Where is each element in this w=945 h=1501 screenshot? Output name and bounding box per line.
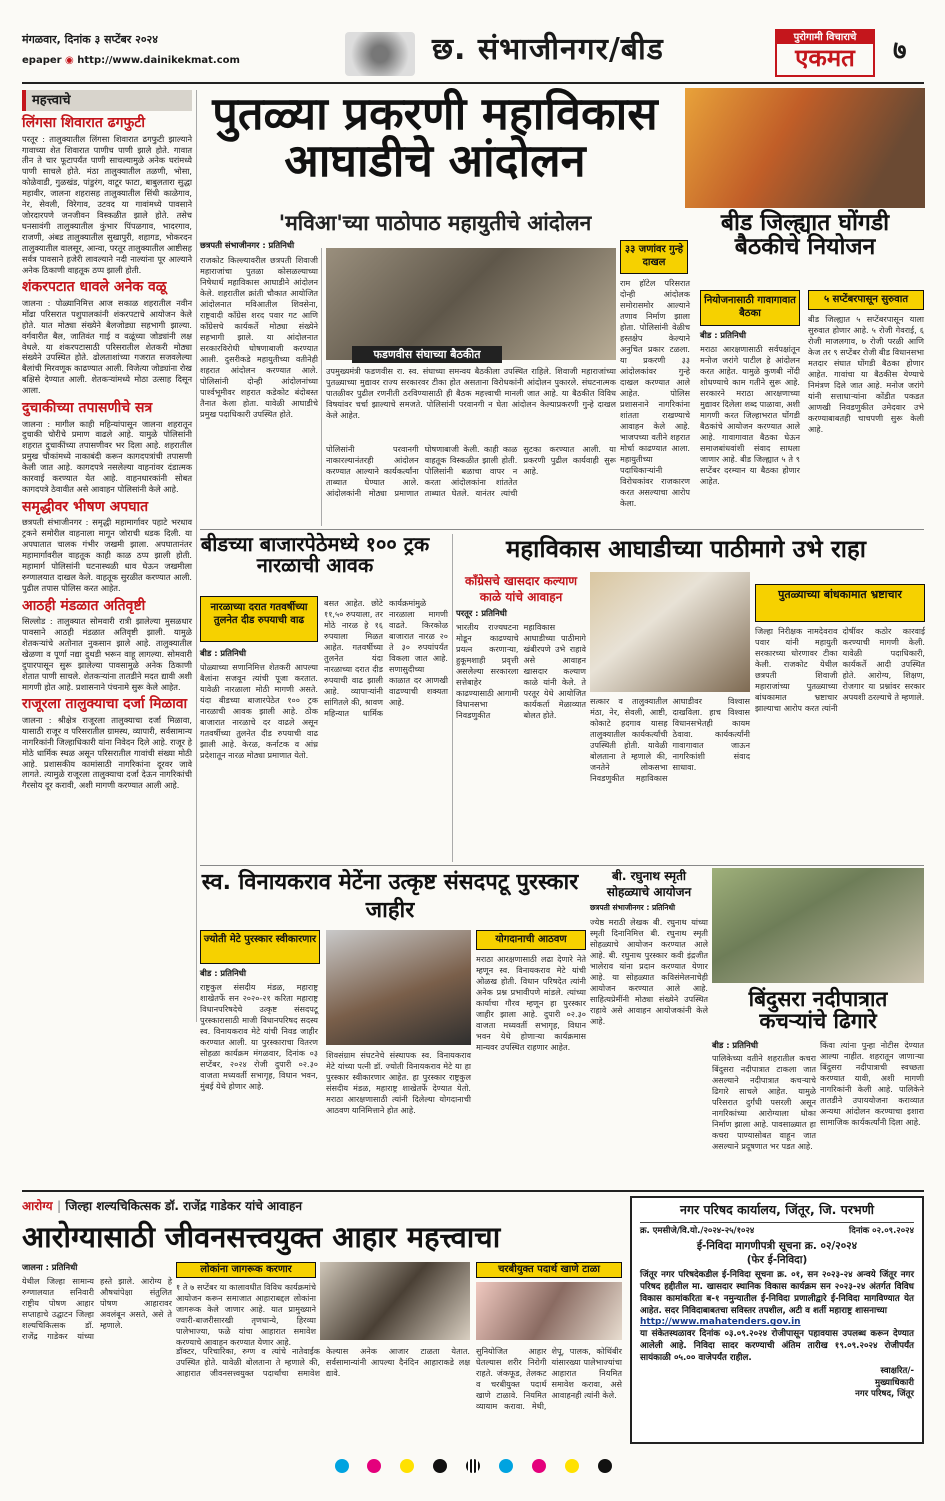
main-byline: छत्रपती संभाजीनगर : प्रतिनिधी bbox=[200, 240, 295, 250]
arogya-text3: डॉक्टर, परिचारिका, रुग्ण व त्यांचे नातेवाईक उपस्थित होते. यावेळी बोलताना ते म्हणाले की, आहारात जीवनसत्त्वयुक्त पदार्थांचा समावेश केल्यास अनेक आजार टाळता येतात. सर्वसामान्यांनी आपल्या दैनंदिन आहाराकडे लक्ष द्यावे. bbox=[176, 1346, 470, 1378]
arogya-text1: येथील जिल्हा सामान्य रुग्णालयात सनिवारी राष्ट्रीय पोषण आहार सप्ताहाचे उद्घाटन जिल्हा शल्यचिकित्सक डॉ. राजेंद्र गाडेकर यांच्या हस्ते झाले. आरोग्य हे औषधांपेक्षा संतुलित पोषण आहारावर अवलंबून असते, असे ते म्हणाले. bbox=[22, 1276, 172, 1341]
bottom-rule bbox=[22, 1190, 924, 1192]
beed-tag2: ५ सप्टेंबरपासून सुरुवात bbox=[808, 290, 924, 310]
arogya-text4: सुनियोजित आहार घेतल्यास शरीर निरोगी राहते. जंकफूड, तेलकट व चरबीयुक्त पदार्थ खाणे टाळावे. नियमित व्यायाम करावा. मेथी, शेपू, पालक, कोथिंबीर यांसारख्या पालेभाज्यांचा आहारात नियमित समावेश करावा, असे आवाहनही त्यांनी केले. bbox=[476, 1346, 622, 1411]
mva-byline: परतूर : प्रतिनिधी bbox=[456, 608, 507, 618]
main-col2: उपमुख्यमंत्री फडणवीस रा. स्व. संघाच्या समन्वय बैठकीला उपस्थित राहिले. शिवाजी महाराजांच्या पुतळ्याच्या मुद्यावर राज्य सरकारवर टीका होत असताना विरोधकांनी आंदोलन पुकारले. संघटनात्मक पातळीवर पुढील रणनीती ठरविण्यासाठी ही बैठक महत्त्वाची मानली जात आहे. या बैठकीत विविध विषयांवर चर्चा झाल्याचे समजते. पोलिसांनी परवानगी न घेता आंदोलन केल्याप्रकरणी गुन्हे दाखल केले आहेत. bbox=[326, 366, 616, 420]
yellow-swatch-icon bbox=[565, 1459, 579, 1473]
smruti-text: ज्येष्ठ मराठी लेखक बी. रघुनाथ यांच्या स्मृती दिनानिमित्त बी. रघुनाथ स्मृती सोहळ्याचे आयोजन करण्यात आले आहे. बी. रघुनाथ पुरस्कार कवी इंद्रजीत भालेराव यांना प्रदान करण्यात येणार आहे. या सोहळ्यात कविसंमेलनाचेही आयोजन करण्यात आले आहे. साहित्यप्रेमींनी मोठ्या संख्येने उपस्थित राहावे असे आवाहन आयोजकांनी केले आहे. bbox=[590, 917, 708, 1026]
sidebar-title: महत्त्वाचे bbox=[22, 90, 192, 111]
print-registration-bar bbox=[22, 1456, 924, 1486]
notice-url[interactable]: http://www.mahatenders.gov.in bbox=[640, 1317, 801, 1328]
river-garbage-photo bbox=[712, 868, 924, 983]
arogya-byline: जालना : प्रतिनिधी bbox=[22, 1262, 78, 1272]
brief-text: जालना : श्रीक्षेत्र राजूरला तालुक्याचा दर्जा मिळावा, यासाठी राजूर व परिसरातील ग्रामस्थ, व्यापारी, सर्वसामान्य नागरिकांनी जिल्हाधिकारी यांना निवेदन दिले आहे. राजूर हे मोठे धार्मिक स्थळ असून परिसरातील गावांची संख्या मोठी आहे. प्रशासकीय कामांसाठी नागरिकांना दूरवर जावे लागते. त्यामुळे राजूरला तालुक्याचा दर्जा देऊन नागरिकांची गैरसोय दूर करावी, अशी मागणी करण्यात आली आहे. bbox=[22, 714, 192, 791]
bazar-headline: बीडच्या बाजारपेठेमध्ये १०० ट्रक नारळाची आवक bbox=[200, 532, 430, 577]
bazar-text2: बसत आहेत. छोटे ११,५० रुपयाला, तर मोठे नारळ हे १६ रुपयाला मिळत आहेत. गतवर्षीच्या तुलनेत यंदा नारळाच्या दरात दीड रुपयाची वाढ झाली आहे. व्यापाऱ्यांनी सांगितले की, श्रावण महिन्यात धार्मिक कार्यक्रमांमुळे नारळाला मागणी वाढते. किरकोळ बाजारात नारळ २० ते ३० रुपयांपर्यंत विकला जात आहे. सणासुदीच्या काळात दर आणखी वाढण्याची शक्यता आहे. bbox=[324, 598, 448, 718]
brief-headline: शंकरपटात धावले अनेक वळू bbox=[22, 279, 167, 296]
brief-headline: समृद्धीवर भीषण अपघात bbox=[22, 498, 149, 515]
magenta-swatch-icon bbox=[367, 1459, 381, 1473]
mete-tag: ज्योती मेटे पुरस्कार स्वीकारणार bbox=[200, 930, 320, 964]
mete-sub: योगदानाची आठवण bbox=[476, 930, 586, 950]
arogya-tag2: चरबीयुक्त पदार्थ खाणे टाळा bbox=[476, 1262, 622, 1278]
putla-text: जिल्हा निरीक्षक नामदेवराव पवार यांनी महायुती सरकारच्या धोरणावर टीका केली. राजकोट येथील छत्रपती शिवाजी महाराजांच्या पुतळ्याच्या बांधकामात भ्रष्टाचार झाल्याचा आरोप करत त्यांनी दोषींवर कठोर कारवाई करण्याची मागणी केली. यावेळी पदाधिकारी, कार्यकर्ते आदी उपस्थित होते. आरोग्य, शिक्षण, रोजगार या प्रश्नांवर सरकार अपयशी ठरल्याचे ते म्हणाले. bbox=[755, 626, 925, 713]
yellow-swatch-icon bbox=[400, 1459, 414, 1473]
notice-ref-row: क्र. एमसीजे/वि.यो./२०२४-२५/१०२४ दिनांक ०२.०९.२०२४ bbox=[640, 1225, 914, 1236]
cases-badge: ३३ जणांवर गुन्हे दाखल bbox=[620, 240, 688, 274]
smruti-tag: बी. रघुनाथ स्मृती सोहळ्याचे आयोजन bbox=[606, 869, 692, 899]
mete-text2: शिवसंग्राम संघटनेचे संस्थापक स्व. विनायकराव मेटे यांच्या पत्नी डॉ. ज्योती विनायकराव मेटे या हा पुरस्कार स्वीकारणार आहेत. हा पुरस्कार राष्ट्रकुल संसदीय मंडळ, महाराष्ट्र शाखेतर्फे देण्यात येतो. मराठा आरक्षणासाठी त्यांनी दिलेल्या योगदानाची आठवण यानिमित्ताने होत आहे. bbox=[326, 1050, 471, 1115]
notice-sub2: (फेर ई-निविदा) bbox=[746, 1253, 808, 1266]
mva-text1: भारतीय राज्यघटना मोडून काढण्याचे प्रयत्न करणाऱ्या, हुकूमशाही प्रवृत्ती असलेल्या सरकारला सत्तेबाहेर काढण्यासाठी आगामी विधानसभा निवडणुकीत महाविकास आघाडीच्या पाठीमागे खंबीरपणे उभे राहावे असे आवाहन खासदार कल्याण काळे यांनी केले. ते परतूर येथे आयोजित कार्यकर्ता मेळाव्यात बोलत होते. bbox=[456, 622, 586, 720]
mete-byline: बीड : प्रतिनिधी bbox=[200, 968, 247, 978]
header-rule bbox=[22, 82, 924, 84]
section-rule bbox=[200, 529, 924, 530]
cyan-swatch-icon bbox=[499, 1459, 513, 1473]
mete-text1: राष्ट्रकुल संसदीय मंडळ, महाराष्ट्र शाखेतर्फे सन २०२०-२१ करिता महाराष्ट्र विधानपरिषदेचे उत्कृष्ट संसदपटू पुरस्कारासाठी माजी विधानपरिषद सदस्य स्व. विनायकराव मेटे यांची निवड जाहीर करण्यात आली. या पुरस्काराचा वितरण सोहळा कार्यक्रम मंगळवार, दिनांक ०३ सप्टेंबर, २०२४ रोजी दुपारी ०२.३० वाजता मध्यवर्ती सभागृह, विधान भवन, मुंबई येथे होणार आहे. bbox=[200, 982, 318, 1091]
main-col4: राम हॉटेल परिसरात दोन्ही आंदोलक समोरासमोर आल्याने तणाव निर्माण झाला होता. पोलिसांनी वेळीच हस्तक्षेप केल्याने अनुचित प्रकार टळला. या प्रकरणी ३३ आंदोलकांवर गुन्हे दाखल करण्यात आले आहेत. पोलिस प्रशासनाने नागरिकांना शांतता राखण्याचे आवाहन केले आहे. भाजपच्या वतीने शहरात मोर्चा काढण्यात आला. महायुतीच्या पदाधिकाऱ्यांनी विरोधकांवर राजकारण करत असल्याचा आरोप केला. bbox=[620, 278, 690, 508]
bindusara-headline: बिंदुसरा नदीपात्रात कचऱ्यांचे ढिगारे bbox=[748, 987, 888, 1034]
arogya-tag1: लोकांना जागरूक करणार bbox=[176, 1262, 316, 1278]
main-headline: पुतळ्या प्रकरणी महाविकास आघाडीचे आंदोलन bbox=[212, 87, 658, 188]
bindusara-byline: बीड : प्रतिनिधी bbox=[712, 1040, 759, 1050]
brief-text: जालना : पोळ्यानिमित्त आज सकाळ शहरातील नवीन मोंढा परिसरात पशुपालकांनी शंकरपटाचे आयोजन केले होते. यात मोठ्या संख्येने बैलजोड्या सहभागी झाल्या. वर्गवारीत बैल, जातिवंत गाई व वळूंच्या जोड्यांनी लक्ष वेधले. या शंकरपटासाठी परिसरातील शेतकरी मोठ्या संख्येने उपस्थित होते. ढोलताशांच्या गजरात सजवलेल्या बैलांची मिरवणूक काढण्यात आली. विजेत्या जोड्यांना रोख बक्षिसे देण्यात आली. शेतकऱ्यांमध्ये मोठा उत्साह दिसून आला. bbox=[22, 297, 192, 396]
bindusara-text2: किंवा त्यांना पुन्हा नोटीस देण्यात आल्या नाहीत. शहरातून जाणाऱ्या बिंदुसरा नदीपात्राची स्वच्छता करण्यात यावी, अशी मागणी नागरिकांनी केली आहे. पालिकेने तातडीने उपाययोजना कराव्यात अन्यथा आंदोलन करण्याचा इशारा सामाजिक कार्यकर्त्यांनी दिला आहे. bbox=[820, 1040, 924, 1127]
black-swatch-icon bbox=[433, 1459, 447, 1473]
tender-notice bbox=[630, 1196, 924, 1444]
mva-headline: महाविकास आघाडीच्या पाठीमागे उभे राहा bbox=[506, 535, 866, 563]
mva-text2: सत्कार व तालुक्यातील मंठा, नेर, सेवली, आष्टी, कोकाटे हदगाव यासह तालुक्यातील कार्यकर्त्यांची उपस्थिती होती. यावेळी बोलताना ते म्हणाले की, जनतेने लोकसभा निवडणुकीत महाविकास आघाडीवर विश्वास दाखविला. हाच विश्वास विधानसभेतही कायम ठेवावा. कार्यकर्त्यांनी गावागावात जाऊन नागरिकांशी संवाद साधावा. bbox=[590, 696, 750, 783]
bazar-text1: पोळ्याच्या सणानिमित्त शेतकरी आपल्या बैलांना सजवून त्यांची पूजा करतात. यावेळी नारळाला मोठी मागणी असते. यंदा बीडच्या बाजारपेठेत १०० ट्रक नारळाची आवक झाली आहे. ठोक बाजारात नारळाचे दर वाढले असून गतवर्षीच्या तुलनेत दीड रुपयाची वाढ झाली आहे. केरळ, कर्नाटक व आंध्र प्रदेशातून नारळ मोठ्या प्रमाणात येतो. bbox=[200, 662, 318, 760]
col-divider bbox=[321, 248, 322, 526]
black-swatch-icon bbox=[598, 1459, 612, 1473]
bazar-byline: बीड : प्रतिनिधी bbox=[200, 648, 247, 658]
beed-tag1: नियोजनासाठी गावागावात बैठका bbox=[700, 290, 800, 326]
issue-date: मंगळवार, दिनांक ३ सप्टेंबर २०२४ bbox=[22, 33, 158, 46]
smruti-byline: छत्रपती संभाजीनगर : प्रतिनिधी bbox=[590, 903, 676, 912]
brief-headline: लिंगसा शिवारात ढगफुटी bbox=[22, 115, 145, 132]
arogya-kicker: आरोग्य bbox=[22, 1199, 53, 1213]
section-rule bbox=[200, 865, 924, 866]
beed-text2: बीड जिल्ह्यात ५ सप्टेंबरपासून याला सुरुवात होणार आहे. ५ रोजी गेवराई, ६ रोजी माजलगाव, ७ रोजी परळी आणि केज तर ९ सप्टेंबर रोजी बीड विधानसभा मतदार संघात घोंगडी बैठका होणार आहेत. गावांचा या बैठकीस येण्याचे निमंत्रण दिले जात आहे. मनोज जरांगे यांनी सत्ताधाऱ्यांना कोंडीत पकडत आणखी निवडणुकीत उमेदवार उभे करण्याबाबतही चाचपणी सुरू केली आहे. bbox=[808, 314, 924, 434]
brief-text: जालना : मागील काही महिन्यांपासून जालना शहरातून दुचाकी चोरीचे प्रमाण वाढले आहे. यामुळे पोलिसांनी शहरात दुचाकींच्या तपासणीवर भर दिला आहे. शहरातील प्रमुख चौकांमध्ये नाकाबंदी करून कागदपत्रांची तपासणी केली जात आहे. कागदपत्रे नसलेल्या वाहनांवर दंडात्मक कारवाई करण्यात येत आहे. वाहनधारकांनी सोबत कागदपत्रे ठेवावीत असे आवाहन पोलिसांनी केले आहे. bbox=[22, 418, 192, 494]
brief-text: परतूर : तालुक्यातील लिंगसा शिवारात ढगफुटी झाल्याने गावाच्या शेत शिवारात पाणीच पाणी झाले होते. गावात तीन ते चार फूटापर्यंत पाणी साचल्यामुळे अनेक घरांमध्ये पाणी साचले होते. मंठा तालुक्यातील तळणी, भोसा, कोळेवाडी, गुळखंड, पांडुरंग, वाटूर फाटा, बाबुलतारा सुद्धा महावीर, जालना शहरासह तालुक्यातील सिंधी काळेगाव, नेर, सेवली, विरेगाव, उटवद या गावांमध्ये पावसाने जोरदारपणे जनजीवन विस्कळीत झाले होते. तसेच घनसावंगी तालुक्यातील कुंभार पिंपळगाव, भादरगाव, राजणी, अंबड तालुक्यातील सुखापुरी, शहागड, भोकरदन तालुक्यातील वालसूर, आन्वा, परतूर तालुक्यातील आष्टीसह सर्वत्र पावसाने हजेरी लावल्याने नदी नाल्यांना पूर आल्याने अनेक ठिकाणी वाहतूक ठप्प झाली होती. bbox=[22, 133, 192, 275]
beed-byline: बीड : प्रतिनिधी bbox=[700, 330, 747, 340]
register-mark-icon bbox=[466, 1459, 480, 1473]
mete-headline: स्व. विनायकराव मेटेंना उत्कृष्ट संसदपटू पुरस्कार जाहीर bbox=[201, 870, 579, 923]
photo-tag: फडणवीस संघाच्या बैठकीत bbox=[352, 346, 502, 363]
brief-text: सिल्लोड : तालुक्यात सोमवारी रात्री झालेल्या मुसळधार पावसाने आठही मंडळात अतिवृष्टी झाली. यामुळे शेतकऱ्यांचे अतोनात नुकसान झाले आहे. तालुक्यातील खेळणा व पूर्णा नद्या दुथडी भरून वाहू लागल्या. सोमवारी दुपारपासून सुरू झालेल्या पावसामुळे अनेक ठिकाणी शेतात पाणी साचले. शेतकऱ्यांना तातडीने मदत द्यावी अशी मागणी होत आहे. प्रशासनाने पंचनामे सुरू केले आहेत. bbox=[22, 616, 192, 692]
mva-tag: काँग्रेसचे खासदार कल्याण काळे यांचे आवाहन bbox=[464, 574, 578, 604]
bindusara-text1: पालिकेच्या वतीने शहरातील कचरा बिंदुसरा नदीपात्रात टाकला जात असल्याने नदीपात्रात कचऱ्याचे ढिगारे साचले आहेत. यामुळे परिसरात दुर्गंधी पसरली असून नागरिकांच्या आरोग्याला धोका निर्माण झाला आहे. पावसाळ्यात हा कचरा पाण्यासोबत वाहून जात असल्याने प्रदूषणात भर पडत आहे. bbox=[712, 1053, 816, 1151]
globe-icon: ◉ bbox=[65, 55, 74, 66]
arogya-headline: आरोग्यासाठी जीवनसत्त्वयुक्त आहार महत्त्वाचा bbox=[22, 1220, 501, 1254]
col-divider bbox=[452, 534, 453, 862]
sidebar-briefs bbox=[22, 90, 192, 1022]
brief-headline: दुचाकीच्या तपासणीचे सत्र bbox=[22, 400, 153, 417]
district-map-icon bbox=[345, 32, 415, 76]
arogya-text2: १ ते ७ सप्टेंबर या कालावधीत विविध कार्यक्रमांचे आयोजन करून समाजात आहाराबद्दल लोकांना जागरूक केले जाणार आहे. यात प्रामुख्याने ज्वारी-बाजरीसारखी तृणधान्ये, हिरव्या पालेभाज्या, फळे यांचा आहारात समावेश करण्याचे आवाहन करण्यात येणार आहे. bbox=[176, 1282, 316, 1347]
sidebar-divider bbox=[196, 90, 197, 1022]
page-number: ७ bbox=[893, 36, 907, 66]
edition-name: छ. संभाजीनगर/बीड bbox=[432, 32, 664, 67]
beed-headline: बीड जिल्ह्यात घोंगडी बैठकीचे नियोजन bbox=[720, 210, 890, 261]
brief-headline: आठही मंडळात अतिवृष्टी bbox=[22, 597, 146, 614]
epaper-url[interactable]: epaper ◉ http://www.dainikekmat.com bbox=[22, 55, 240, 66]
notice-signature: स्वाक्षरित/- मुख्याधिकारी नगर परिषद, जिंतूर bbox=[855, 1366, 914, 1399]
protest-photo bbox=[326, 248, 616, 360]
main-col3: पोलिसांनी परवानगी नाकारल्यानंतरही आंदोलन करण्यात आल्याने कार्यकर्त्यांना ताब्यात घेण्यात आले. आंदोलकांनी मोठ्या प्रमाणात घोषणाबाजी केली. काही काळ वाहतूक विस्कळीत झाली होती. पोलिसांनी बळाचा वापर न करता आंदोलकांना शांततेत ताब्यात घेतले. यानंतर त्यांची सुटका करण्यात आली. या प्रकरणी पुढील कार्यवाही सुरू आहे. bbox=[326, 444, 616, 498]
mva-photo bbox=[590, 572, 750, 692]
arogya-kicker2: जिल्हा शल्यचिकित्सक डॉ. राजेंद्र गाडेकर यांचे आवाहन bbox=[65, 1199, 303, 1213]
mete-text3: मराठा आरक्षणासाठी लढा देणारे नेते म्हणून स्व. विनायकराव मेटे यांची ओळख होती. विधान परिषदेत त्यांनी अनेक प्रश्न प्रभावीपणे मांडले. त्यांच्या कार्याचा गौरव म्हणून हा पुरस्कार जाहीर झाला आहे. दुपारी ०२.३० वाजता मध्यवर्ती सभागृह, विधान भवन येथे होणाऱ्या कार्यक्रमास मान्यवर उपस्थित राहणार आहेत. bbox=[476, 954, 586, 1052]
mete-portrait bbox=[326, 930, 471, 1045]
magenta-swatch-icon bbox=[532, 1459, 546, 1473]
arogya-kicker-row: आरोग्य | जिल्हा शल्यचिकित्सक डॉ. राजेंद्र गाडेकर यांचे आवाहन bbox=[22, 1199, 303, 1213]
arogya-photo1 bbox=[320, 1262, 470, 1340]
brief-text: छत्रपती संभाजीनगर : समृद्धी महामार्गावर पहाटे भरधाव ट्रकने समोरील वाहनाला मागून जोराची धडक दिली. या अपघातात चालक गंभीर जखमी झाला. अपघातानंतर महामार्गावरील वाहतूक काही काळ ठप्प झाली होती. महामार्ग पोलिसांनी घटनास्थळी धाव घेऊन जखमीला रुग्णालयात दाखल केले. वाहतूक सुरळीत करण्यात आली. पुढील तपास पोलिस करत आहेत. bbox=[22, 517, 192, 593]
cyan-swatch-icon bbox=[335, 1459, 349, 1473]
notice-body1: जिंतूर नगर परिषदेकडील ई-निविदा सूचना क्र. ०१, सन २०२३-२४ अन्वये जिंतूर नगर परिषद हद्दीतील मा. खासदार स्थानिक विकास कार्यक्रम सन २०२३-२४ अंतर्गत विविध विकास कामांकरिता ब-१ नमुन्यातील ई-निविदा प्रणालीद्वारे ई-निविदा मागविण्यात येत आहेत. सदर निविदाबाबतचा सविस्तर तपशील, अटी व शर्ती महाराष्ट्र शासनाच्या bbox=[640, 1270, 914, 1316]
main-col1: राजकोट किल्ल्यावरील छत्रपती शिवाजी महाराजांचा पुतळा कोसळल्याच्या निषेधार्थ महाविकास आघाडीने आंदोलन केले. शहरातील क्रांती चौकात आयोजित आंदोलनात मविआतील शिवसेना, राष्ट्रवादी काँग्रेस शरद पवार गट आणि काँग्रेसचे कार्यकर्ते मोठ्या संख्येने सहभागी झाले. या आंदोलनात सरकारविरोधी घोषणाबाजी करण्यात आली. दुसरीकडे महायुतीच्या वतीनेही शहरात आंदोलन करण्यात आले. पोलिसांनी दोन्ही आंदोलनांच्या पार्श्वभूमीवर शहरात कडेकोट बंदोबस्त तैनात केला होता. यावेळी आघाडीचे प्रमुख पदाधिकारी उपस्थित होते. bbox=[200, 255, 318, 419]
arogya-photo2 bbox=[476, 1282, 622, 1340]
main-subhead: 'मविआ'च्या पाठोपाठ महायुतीचे आंदोलन bbox=[278, 211, 592, 235]
notice-title: नगर परिषद कार्यालय, जिंतूर, जि. परभणी bbox=[640, 1202, 914, 1223]
bazar-tag: नारळाच्या दरात गतवर्षीच्या तुलनेत दीड रुपयाची वाढ bbox=[200, 596, 318, 642]
putla-tag: पुतळ्याच्या बांधकामात भ्रष्टाचार bbox=[755, 584, 925, 622]
brief-headline: राजूरला तालुक्याचा दर्जा मिळावा bbox=[22, 696, 188, 713]
beed-text1: मराठा आरक्षणासाठी सर्वपक्षांतून मनोज जरांगे पाटील हे आंदोलन करत आहेत. यामुळे कुणबी नोंदी शोधण्याचे काम गतीने सुरू आहे. सरकारने मराठा आरक्षणाच्या मुद्यावर दिलेला शब्द पाळावा, अशी मागणी करत जिल्हाभरात घोंगडी बैठकांचे आयोजन करण्यात आले आहे. गावागावात बैठका घेऊन समाजबांधवांशी संवाद साधला जाणार आहे. बीड जिल्ह्यात ५ ते ९ सप्टेंबर दरम्यान या बैठका होणार आहेत. bbox=[700, 344, 800, 486]
brand-logo: पुरोगामी विचाराचे एकमत bbox=[775, 29, 875, 77]
notice-body2: या संकेतस्थळावर दिनांक ०३.०९.२०२४ रोजीपासून पहावयास उपलब्ध करून देण्यात आलेली आहे. निविदा सादर करण्याची अंतिम तारीख १९.०९.२०२४ रोजीपर्यंत सायंकाळी ०५.०० वाजेपर्यंत राहील. bbox=[640, 1329, 914, 1363]
beed-meeting-photo bbox=[685, 88, 925, 208]
notice-sub: ई-निविदा मागणीपत्री सूचना क्र. ०२/२०२४ bbox=[696, 1239, 858, 1252]
